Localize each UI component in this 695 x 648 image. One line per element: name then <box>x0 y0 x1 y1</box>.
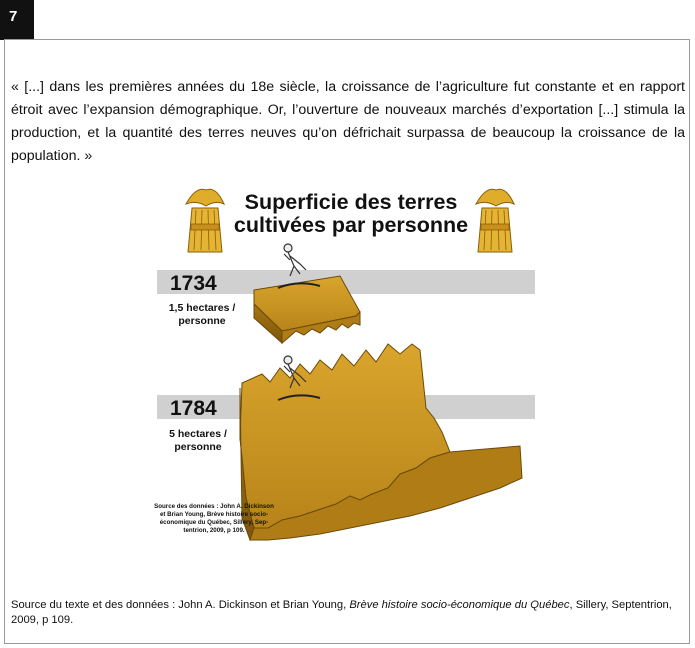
value-label-1784-line2: personne <box>174 441 222 453</box>
infographic-title-line1: Superficie des terres <box>244 190 458 214</box>
land-per-person-infographic <box>150 178 550 553</box>
wheat-sheaf-left-icon <box>186 189 224 252</box>
inner-source-line2: et Brian Young, Brève histoire socio- <box>159 511 269 518</box>
infographic-title-line2: cultivées par personne <box>233 213 469 237</box>
value-label-1784-line1: 5 hectares / <box>169 428 227 440</box>
source-citation <box>11 598 683 628</box>
inner-source-line1: Source des données : John A. Dickinson <box>154 503 274 510</box>
field-1784 <box>240 344 522 540</box>
inner-source-line3: économique du Québec, Sillery, Sep- <box>159 519 269 526</box>
document-number-badge <box>0 0 34 40</box>
source-prefix: Source du texte et des données : John A. Dickinson et Brian Young, <box>11 599 350 611</box>
source-book-title: Brève histoire socio-économique du Québec <box>349 599 570 611</box>
wheat-sheaf-right-icon <box>476 189 514 252</box>
source-suffix: , Sillery, Septentrion, 2009, p 109. <box>11 599 672 626</box>
value-label-1734-line2: personne <box>178 315 226 327</box>
year-label-1784: 1784 <box>170 397 217 420</box>
year-label-1734: 1734 <box>170 272 217 295</box>
document-number: 7 <box>9 8 18 25</box>
value-label-1734-line1: 1,5 hectares / <box>168 302 236 314</box>
inner-source-line4: tentrion, 2009, p 109. <box>183 527 245 534</box>
historical-quote: « [...] dans les premières années du 18e siècle, la croissance de l’agriculture fut constante et en rapport étroit avec l’expansion démographique. Or, l’ouverture de nouveaux marchés d’exportation [...] stimula la production, et la quantité des terres neuves qu’on défrichait surpassa de beaucoup la croissance de la population. » <box>11 79 685 164</box>
